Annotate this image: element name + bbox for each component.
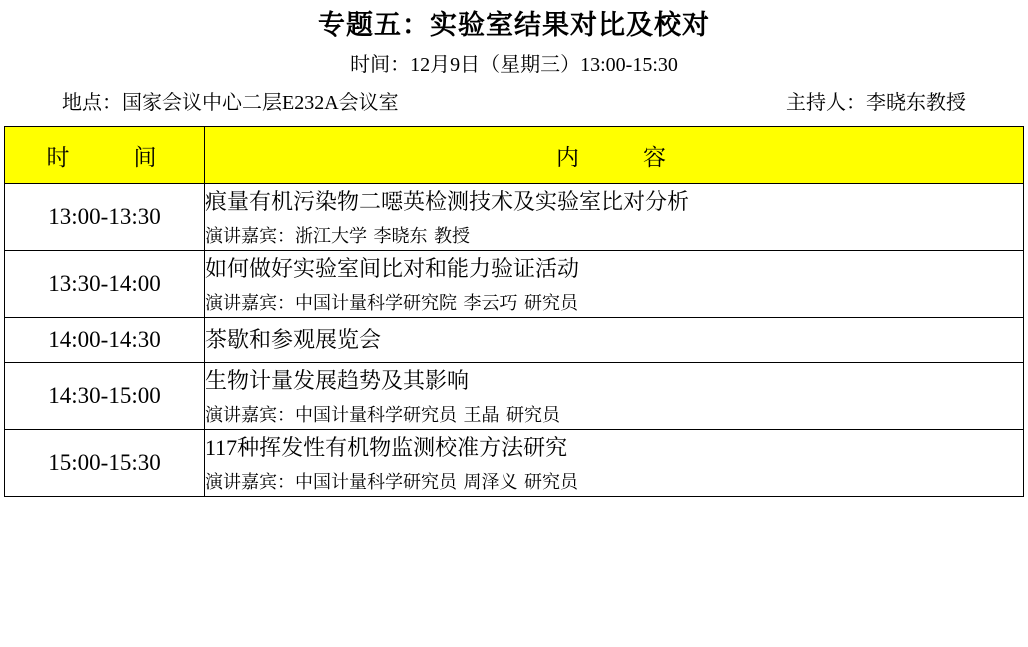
host-text: 主持人：李晓东教授 — [786, 92, 966, 114]
speaker-name: 李云巧 — [463, 293, 518, 313]
row-time: 14:00-14:30 — [5, 318, 205, 363]
row-speaker — [205, 222, 1023, 250]
speaker-prefix: 演讲嘉宾：中国计量科学研究员 — [205, 405, 457, 425]
row-speaker — [205, 289, 1023, 317]
row-topic: 如何做好实验室间比对和能力验证活动 — [205, 256, 580, 281]
session-time: 时间：12月9日（星期三）13:00-15:30 — [350, 54, 678, 76]
row-content — [205, 318, 1024, 363]
row-content — [205, 184, 1024, 251]
table-row — [5, 251, 1024, 318]
meta-row — [0, 90, 1028, 116]
row-topic: 茶歇和参观展览会 — [205, 327, 382, 352]
speaker-name: 周泽义 — [463, 472, 518, 492]
row-speaker — [205, 468, 1023, 496]
table-row — [5, 430, 1024, 497]
speaker-prefix: 演讲嘉宾：浙江大学 — [205, 226, 367, 246]
row-time: 14:30-15:00 — [5, 363, 205, 430]
agenda-table — [4, 126, 1024, 497]
speaker-title: 研究员 — [524, 472, 578, 492]
row-speaker — [205, 401, 1023, 429]
row-topic: 117种挥发性有机物监测校准方法研究 — [205, 435, 568, 460]
speaker-name: 李晓东 — [373, 226, 428, 246]
speaker-title: 教授 — [434, 226, 470, 246]
table-header-row — [5, 127, 1024, 184]
table-row — [5, 318, 1024, 363]
header-content: 内 容 — [205, 127, 1024, 184]
header-time: 时 间 — [5, 127, 205, 184]
row-content — [205, 363, 1024, 430]
speaker-title: 研究员 — [524, 293, 578, 313]
speaker-prefix: 演讲嘉宾：中国计量科学研究员 — [205, 472, 457, 492]
row-time: 13:30-14:00 — [5, 251, 205, 318]
row-time: 15:00-15:30 — [5, 430, 205, 497]
page-title: 专题五：实验室结果对比及校对 — [318, 10, 710, 40]
table-row — [5, 184, 1024, 251]
row-topic: 痕量有机污染物二噁英检测技术及实验室比对分析 — [205, 189, 690, 214]
table-row — [5, 363, 1024, 430]
venue-text: 地点：国家会议中心二层E232A会议室 — [62, 92, 399, 114]
speaker-prefix: 演讲嘉宾：中国计量科学研究院 — [205, 293, 457, 313]
row-content — [205, 430, 1024, 497]
row-topic: 生物计量发展趋势及其影响 — [205, 368, 470, 393]
speaker-name: 王晶 — [463, 405, 500, 425]
row-content — [205, 251, 1024, 318]
row-time: 13:00-13:30 — [5, 184, 205, 251]
document-page — [0, 8, 1028, 647]
speaker-title: 研究员 — [506, 405, 560, 425]
